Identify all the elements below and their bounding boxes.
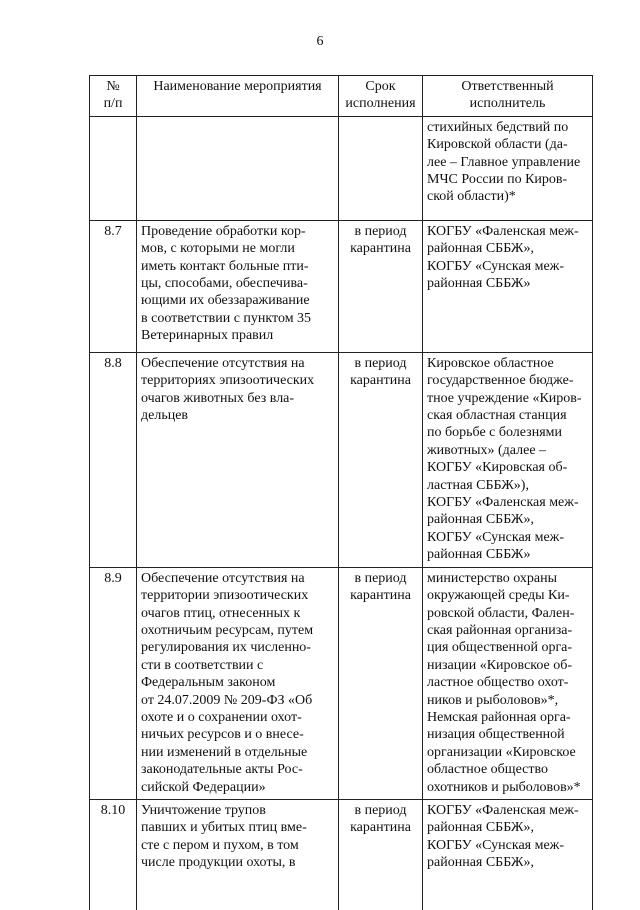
- row-executor: КОГБУ «Фаленская меж- районная СББЖ», КОГБУ «Сунская меж- районная СББЖ»,: [423, 799, 593, 910]
- table-row: [90, 799, 593, 910]
- row-measure-name: Обеспечение отсутствия на территориях эпизоотических очагов животных без вла- дельцев: [137, 352, 339, 567]
- row-number: 8.9: [90, 567, 137, 799]
- row-deadline: [339, 116, 423, 220]
- table-row: [90, 352, 593, 567]
- row-measure-name: [137, 116, 339, 220]
- row-deadline: в период карантина: [339, 352, 423, 567]
- row-number: 8.10: [90, 799, 137, 910]
- row-measure-name: Проведение обработки кор- мов, с которыми не могли иметь контакт больные пти- цы, способами, обеспечива- ющими их обеззараживание в соответствии с пунктом 35 Ветеринарных правил: [137, 220, 339, 352]
- header-row: [90, 76, 593, 117]
- row-deadline: в период карантина: [339, 567, 423, 799]
- header-measure-name: Наименование мероприятия: [137, 76, 339, 117]
- row-number: 8.8: [90, 352, 137, 567]
- row-executor: КОГБУ «Фаленская меж- районная СББЖ», КОГБУ «Сунская меж- районная СББЖ»: [423, 220, 593, 352]
- row-executor: стихийных бедствий по Кировской области (да- лее – Главное управление МЧС России по Киров- ской области)*: [423, 116, 593, 220]
- row-deadline: в период карантина: [339, 220, 423, 352]
- row-executor: Кировское областное государственное бюдже- тное учреждение «Киров- ская областная станция по борьбе с болезнями животных» (далее – КОГБУ «Кировская об- ластная СББЖ»), КОГБУ «Фаленская меж- районная СББЖ», КОГБУ «Сунская меж- районная СББЖ»: [423, 352, 593, 567]
- row-deadline: в период карантина: [339, 799, 423, 910]
- row-number: 8.7: [90, 220, 137, 352]
- measures-table: [89, 75, 593, 910]
- row-executor: министерство охраны окружающей среды Ки- ровской области, Фален- ская районная организа- ция общественной орга- низации «Кировское об- ластное общество охот- ников и рыболовов»*, Немская районная орга- низация общественной организации «Кировское областное общество охотников и рыболовов»*: [423, 567, 593, 799]
- table-header: [90, 76, 593, 117]
- table-row: [90, 567, 593, 799]
- header-number: № п/п: [90, 76, 137, 117]
- row-measure-name: Уничтожение трупов павших и убитых птиц вме- сте с пером и пухом, в том числе продукции охоты, в: [137, 799, 339, 910]
- table-body: [90, 116, 593, 910]
- row-number: [90, 116, 137, 220]
- table-row: [90, 220, 593, 352]
- row-measure-name: Обеспечение отсутствия на территории эпизоотических очагов птиц, отнесенных к охотничьим ресурсам, путем регулирования их численно- сти в соответствии с Федеральным законом от 24.07.2009 № 209-ФЗ «Об охоте и о сохранении охот- ничьих ресурсов и о внесе- нии изменений в отдельные законодательные акты Рос- сийской Федерации»: [137, 567, 339, 799]
- header-executor: Ответственный исполнитель: [423, 76, 593, 117]
- page-number: 6: [316, 34, 324, 49]
- header-deadline: Срок исполнения: [339, 76, 423, 117]
- table-row: [90, 116, 593, 220]
